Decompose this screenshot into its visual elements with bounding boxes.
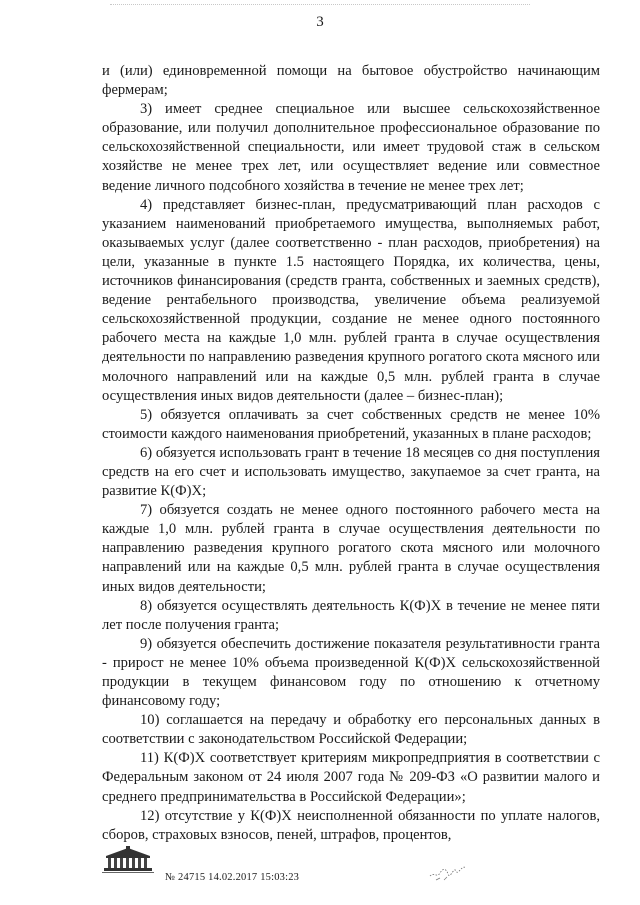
- paragraph-item-11: 11) К(Ф)Х соответствует критериям микропредприятия в соответствии с Федеральным законом от 24 июля 2007 года № 209-ФЗ «О развитии малого и среднего предпринимательства в Российской Федерации»;: [102, 750, 600, 805]
- page-number: 3: [316, 14, 324, 30]
- document-body: [102, 62, 600, 845]
- paragraph-item-3: 3) имеет среднее специальное или высшее сельскохозяйственное образование, или получил дополнительное профессиональное образование по сельскохозяйственной специальности, или имеет трудовой стаж в сельском хозяйстве не менее трех лет, или осуществляет ведение или совместное ведение личного подсобного хозяйства в течение не менее трех лет;: [102, 101, 600, 194]
- paragraph-item-10: 10) соглашается на передачу и обработку его персональных данных в соответствии с законодательством Российской Федерации;: [102, 712, 600, 748]
- paragraph-0: и (или) единовременной помощи на бытовое обустройство начинающим фермерам;: [102, 63, 600, 99]
- paragraph-item-5: 5) обязуется оплачивать за счет собственных средств не менее 10% стоимости каждого наименования приобретений, указанных в плане расходов;: [102, 406, 600, 442]
- paragraph-item-12: 12) отсутствие у К(Ф)Х неисполненной обязанности по уплате налогов, сборов, страховых взносов, пеней, штрафов, процентов,: [102, 807, 600, 843]
- scan-artifact-top: [110, 4, 530, 11]
- signature-scribble-icon: [428, 858, 468, 884]
- paragraph-item-4: 4) представляет бизнес-план, предусматривающий план расходов с указанием наименований приобретаемого имущества, выполняемых работ, оказываемых услуг (далее соответственно - план расходов, приобретения) на цели, указанные в пункте 1.5 настоящего Порядка, их количества, цены, источников финансирования (средств гранта, собственных и заемных средств), ведение рентабельного производства, увеличение объема реализуемой сельскохозяйственной продукции, создание не менее одного постоянного рабочего места на каждые 1,0 млн. рублей гранта в случае осуществления деятельности по направлению разведения крупного рогатого скота мясного или молочного направлений или на каждые 0,5 млн. рублей гранта в случае осуществления иных видов деятельности (далее – бизнес-план);: [102, 196, 600, 404]
- paragraph-item-6: 6) обязуется использовать грант в течение 18 месяцев со дня поступления средств на его счет и использовать имущество, закупаемое за счет гранта, на развитие К(Ф)Х;: [102, 444, 600, 500]
- paragraph-item-8: 8) обязуется осуществлять деятельность К(Ф)Х в течение не менее пяти лет после получения гранта;: [102, 597, 600, 633]
- paragraph-item-7: 7) обязуется создать не менее одного постоянного рабочего места на каждые 1,0 млн. рублей гранта в случае осуществления деятельности по направлению разведения крупного рогатого скота мясного или молочного направлений или на каждые 0,5 млн. рублей гранта в случае осуществления иных видов деятельности;: [102, 502, 600, 595]
- document-registration-stamp: № 24715 14.02.2017 15:03:23: [165, 872, 300, 883]
- paragraph-item-9: 9) обязуется обеспечить достижение показателя результативности гранта - прирост не менее 10% объема произведенной К(Ф)Х сельскохозяйственной продукции в текущем финансовом году по отношению к отчетному финансовому году;: [102, 635, 600, 710]
- government-building-icon: [100, 846, 156, 876]
